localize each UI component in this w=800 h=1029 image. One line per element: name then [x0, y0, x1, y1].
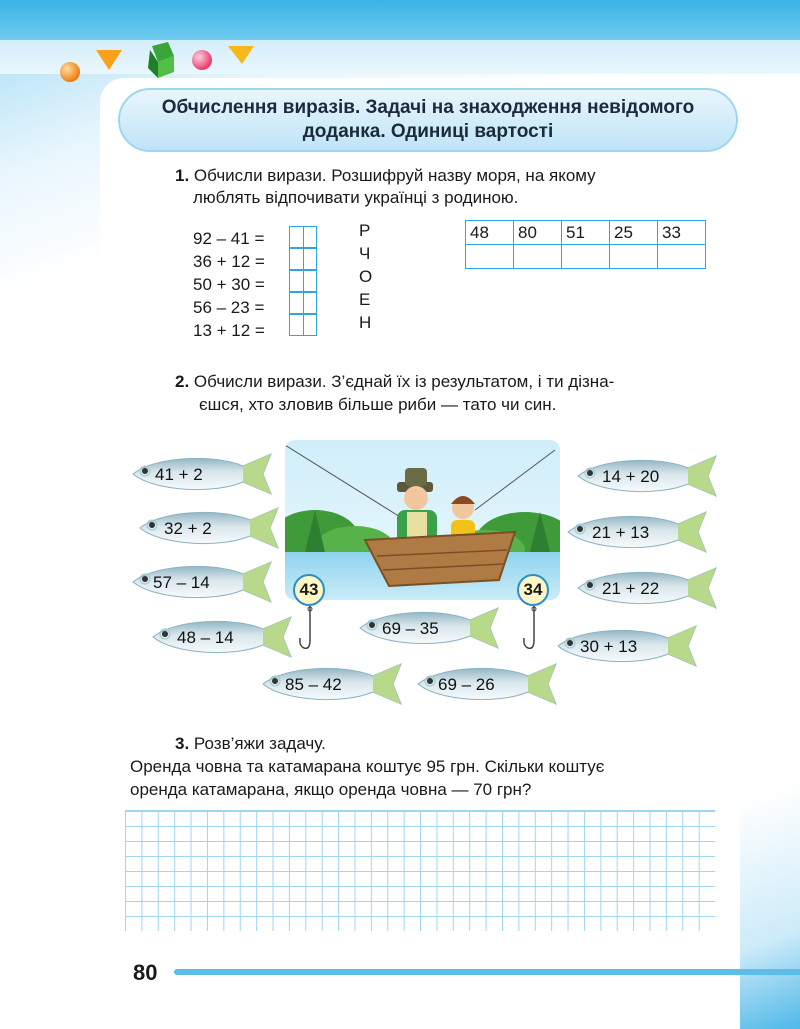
code-letter-cell[interactable] — [562, 245, 610, 269]
fishing-scene — [285, 440, 560, 600]
fish-30-plus-13[interactable] — [550, 624, 700, 668]
answer-grid[interactable] — [125, 810, 715, 931]
code-letter-cell[interactable] — [658, 245, 706, 269]
expression-1: 92 – 41 = — [193, 229, 265, 248]
task2-text-line1 — [175, 371, 614, 393]
fish-21-plus-13[interactable] — [560, 510, 710, 554]
task3-text-line1: Оренда човна та катамарана коштує 95 грн. Скільки коштує — [130, 757, 605, 776]
fish-14-plus-20[interactable] — [570, 454, 720, 498]
code-number-cell: 51 — [562, 221, 610, 245]
fish-expression: 21 + 13 — [592, 523, 650, 542]
fish-expression: 69 – 26 — [438, 675, 495, 694]
code-letter-cell[interactable] — [514, 245, 562, 269]
top-band — [0, 0, 800, 40]
code-number-cell: 48 — [466, 221, 514, 245]
code-letter-cell[interactable] — [610, 245, 658, 269]
fish-85-minus-42[interactable] — [255, 662, 405, 706]
task3-text-line2: оренда катамарана, якщо оренда човна — 70 грн? — [130, 780, 532, 799]
lesson-title-box — [118, 88, 738, 152]
fishing-hook-icon — [522, 606, 546, 652]
task3-number: 3. — [175, 734, 190, 753]
page-number: 80 — [133, 960, 158, 985]
fish-expression: 57 – 14 — [153, 573, 210, 592]
task1-text: Обчисли вирази. Розшифруй назву моря, на якому — [193, 166, 596, 185]
fish-69-minus-35[interactable] — [352, 606, 502, 650]
fish-expression: 41 + 2 — [155, 465, 203, 484]
task3-heading-text: Розв’яжи задачу. — [193, 734, 326, 753]
fish-expression: 14 + 20 — [602, 467, 660, 486]
answer-box-5[interactable] — [289, 314, 317, 336]
code-letter-cell[interactable] — [466, 245, 514, 269]
decode-table — [465, 220, 706, 269]
fish-32-plus-2[interactable] — [132, 506, 282, 550]
result-badge-dad[interactable]: 43 — [293, 574, 325, 606]
task2-number: 2. — [175, 372, 190, 391]
code-letter-5: Н — [359, 313, 372, 332]
code-number-cell: 33 — [658, 221, 706, 245]
task2-text-line2: єшся, хто зловив більше риби — тато чи син. — [199, 395, 557, 414]
code-number-cell: 25 — [610, 221, 658, 245]
lesson-title: Обчислення виразів. Задачі на знаходження невідомого доданка. Одиниці вартості — [161, 97, 695, 142]
fishing-boat-illustration — [285, 440, 560, 600]
fish-expression: 69 – 35 — [382, 619, 439, 638]
fish-69-minus-26[interactable] — [410, 662, 560, 706]
decor-shapes-icon — [52, 42, 272, 90]
fish-expression: 21 + 22 — [602, 579, 660, 598]
task1-text-line1 — [175, 165, 596, 187]
code-letter-3: О — [359, 267, 373, 286]
task1-text-line2: люблять відпочивати українці з родиною. — [193, 188, 519, 207]
code-letter-1: Р — [359, 221, 371, 240]
answer-box-2[interactable] — [289, 248, 317, 270]
fish-41-plus-2[interactable] — [125, 452, 275, 496]
fish-48-minus-14[interactable] — [145, 615, 295, 659]
expression-5: 13 + 12 = — [193, 321, 265, 340]
fish-expression: 32 + 2 — [164, 519, 212, 538]
fish-57-minus-14[interactable] — [125, 560, 275, 604]
fish-expression: 85 – 42 — [285, 675, 342, 694]
task2-text: Обчисли вирази. З’єднай їх із результатом, і ти дізна- — [193, 372, 615, 391]
code-letter-2: Ч — [359, 244, 371, 263]
fish-21-plus-22[interactable] — [570, 566, 720, 610]
expression-2: 36 + 12 = — [193, 252, 265, 271]
fish-expression: 48 – 14 — [177, 628, 234, 647]
expression-4: 56 – 23 = — [193, 298, 265, 317]
task3-heading — [175, 733, 326, 755]
answer-box-1[interactable] — [289, 226, 317, 248]
expression-3: 50 + 30 = — [193, 275, 265, 294]
result-badge-son[interactable]: 34 — [517, 574, 549, 606]
code-number-cell: 80 — [514, 221, 562, 245]
code-letter-4: Е — [359, 290, 371, 309]
fishing-hook-icon — [298, 606, 322, 652]
page-footer-line — [174, 969, 800, 975]
answer-box-4[interactable] — [289, 292, 317, 314]
fish-expression: 30 + 13 — [580, 637, 638, 656]
answer-box-3[interactable] — [289, 270, 317, 292]
task1-number: 1. — [175, 166, 190, 185]
